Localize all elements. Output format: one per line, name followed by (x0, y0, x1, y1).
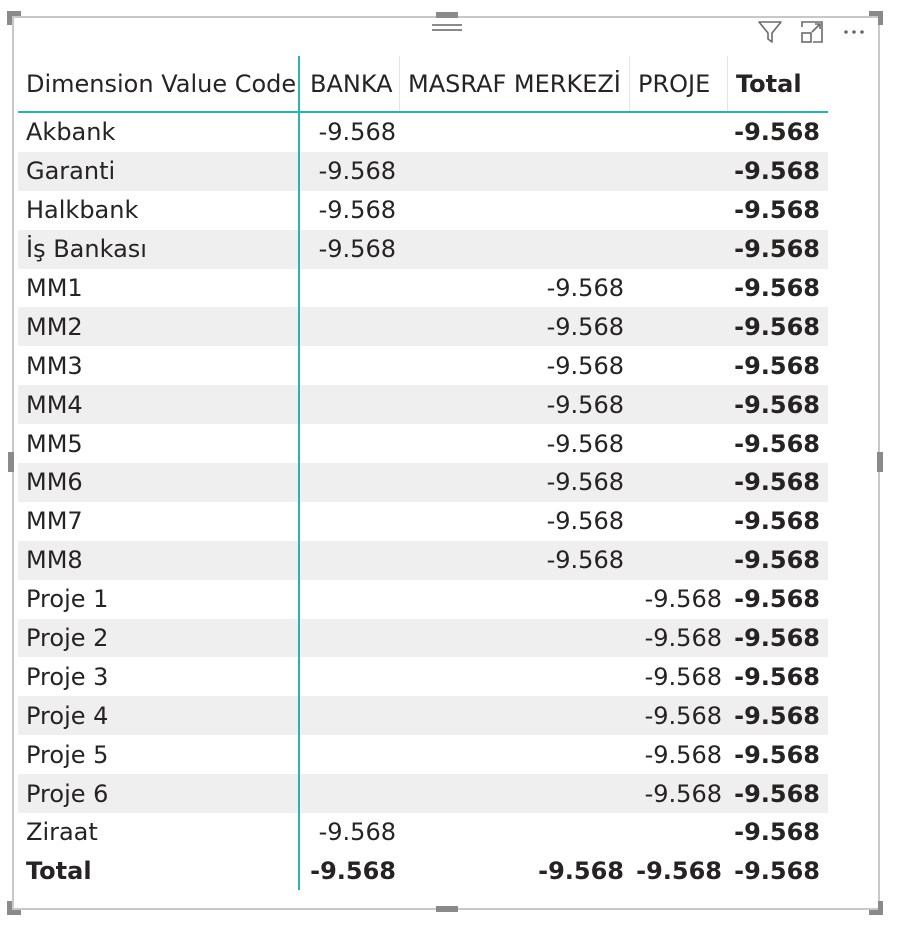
cell-proje (630, 541, 728, 580)
cell-total: -9.568 (734, 818, 820, 847)
cell-total: -9.568 (734, 740, 820, 769)
cell-proje (630, 269, 728, 308)
cell-total: -9.568 (734, 585, 820, 614)
cell-total: -9.568 (734, 546, 820, 575)
column-header-masraf-merkezi[interactable]: MASRAF MERKEZİ (400, 56, 630, 111)
row-header[interactable]: MM5 (18, 424, 300, 463)
total-value-masraf-merkezi: -9.568 (538, 856, 624, 885)
cell-masraf-merkezi: -9.568 (546, 546, 624, 575)
column-header-banka[interactable]: BANKA (300, 56, 400, 111)
cell-masraf-merkezi (400, 735, 630, 774)
resize-handle-right[interactable] (877, 452, 883, 472)
row-header[interactable]: Proje 1 (18, 580, 300, 619)
filter-icon[interactable] (756, 18, 784, 46)
row-header[interactable]: Proje 5 (18, 735, 300, 774)
cell-masraf-merkezi (400, 113, 630, 152)
cell-masraf-merkezi: -9.568 (546, 429, 624, 458)
total-value-banka: -9.568 (310, 856, 396, 885)
cell-proje: -9.568 (644, 662, 722, 691)
cell-total: -9.568 (734, 235, 820, 264)
table-row (18, 580, 828, 619)
cell-proje (630, 346, 728, 385)
row-header[interactable]: Garanti (18, 152, 300, 191)
resize-handle-bottom-left[interactable] (7, 901, 21, 915)
cell-total: -9.568 (734, 662, 820, 691)
cell-total: -9.568 (734, 196, 820, 225)
cell-banka (300, 424, 400, 463)
row-header[interactable]: Ziraat (18, 813, 300, 852)
cell-banka (300, 541, 400, 580)
table-row (18, 191, 828, 230)
cell-total: -9.568 (734, 429, 820, 458)
cell-banka: -9.568 (318, 118, 396, 147)
cell-total: -9.568 (734, 118, 820, 147)
drag-grip-icon[interactable] (432, 24, 462, 38)
cell-banka (300, 502, 400, 541)
total-value-proje: -9.568 (636, 856, 722, 885)
column-header-dimension[interactable]: Dimension Value Code (18, 56, 300, 111)
row-header[interactable]: Halkbank (18, 191, 300, 230)
row-header[interactable]: Proje 2 (18, 619, 300, 658)
cell-masraf-merkezi: -9.568 (546, 274, 624, 302)
cell-banka (300, 580, 400, 619)
cell-total: -9.568 (734, 351, 820, 380)
cell-proje (630, 813, 728, 852)
cell-masraf-merkezi (400, 774, 630, 813)
table-row (18, 113, 828, 152)
table-row (18, 424, 828, 463)
cell-masraf-merkezi (400, 580, 630, 619)
table-row (18, 813, 828, 852)
cell-total: -9.568 (734, 157, 820, 186)
cell-proje (630, 502, 728, 541)
table-row (18, 152, 828, 191)
matrix-table (18, 56, 828, 890)
cell-total: -9.568 (734, 390, 820, 419)
table-row (18, 502, 828, 541)
cell-masraf-merkezi (400, 230, 630, 269)
cell-banka (300, 774, 400, 813)
cell-proje (630, 385, 728, 424)
cell-proje: -9.568 (644, 585, 722, 614)
cell-proje (630, 113, 728, 152)
column-header-row (18, 56, 828, 113)
cell-banka: -9.568 (318, 818, 396, 847)
cell-total: -9.568 (734, 312, 820, 341)
table-row (18, 696, 828, 735)
cell-masraf-merkezi: -9.568 (546, 390, 624, 419)
cell-banka (300, 346, 400, 385)
cell-total: -9.568 (734, 507, 820, 536)
row-header[interactable]: MM3 (18, 346, 300, 385)
cell-banka (300, 696, 400, 735)
table-row (18, 774, 828, 813)
cell-masraf-merkezi (400, 191, 630, 230)
cell-masraf-merkezi: -9.568 (546, 312, 624, 341)
resize-handle-top-left[interactable] (7, 11, 21, 25)
cell-proje (630, 230, 728, 269)
cell-proje (630, 463, 728, 502)
resize-handle-top-right[interactable] (869, 11, 883, 25)
table-row (18, 541, 828, 580)
table-row (18, 657, 828, 696)
cell-masraf-merkezi (400, 657, 630, 696)
cell-banka (300, 657, 400, 696)
cell-proje: -9.568 (644, 740, 722, 769)
cell-banka (300, 463, 400, 502)
cell-banka: -9.568 (318, 196, 396, 225)
table-row (18, 463, 828, 502)
cell-total: -9.568 (734, 779, 820, 808)
column-header-proje[interactable]: PROJE (630, 56, 728, 111)
column-header-total[interactable]: Total (736, 69, 802, 98)
cell-proje: -9.568 (644, 624, 722, 653)
cell-proje: -9.568 (644, 779, 722, 808)
resize-handle-bottom[interactable] (436, 906, 458, 912)
cell-masraf-merkezi (400, 696, 630, 735)
cell-banka (300, 269, 400, 308)
resize-handle-left[interactable] (8, 452, 14, 472)
row-header[interactable]: MM2 (18, 307, 300, 346)
cell-total: -9.568 (734, 701, 820, 730)
cell-banka (300, 735, 400, 774)
row-header[interactable]: Akbank (18, 113, 300, 152)
row-header[interactable]: Proje 3 (18, 657, 300, 696)
table-row (18, 307, 828, 346)
cell-banka: -9.568 (318, 235, 396, 264)
total-value-grand: -9.568 (734, 856, 820, 885)
cell-banka (300, 385, 400, 424)
row-header[interactable]: MM8 (18, 541, 300, 580)
matrix-body (18, 113, 828, 852)
cell-masraf-merkezi: -9.568 (546, 507, 624, 536)
row-header[interactable]: MM4 (18, 385, 300, 424)
cell-proje (630, 191, 728, 230)
cell-masraf-merkezi: -9.568 (546, 351, 624, 380)
cell-masraf-merkezi (400, 152, 630, 191)
total-label: Total (18, 852, 300, 890)
row-header[interactable]: İş Bankası (18, 230, 300, 269)
row-header[interactable]: MM7 (18, 502, 300, 541)
visual-header-toolbar (756, 18, 868, 46)
table-row (18, 346, 828, 385)
row-header[interactable]: Proje 6 (18, 774, 300, 813)
row-header[interactable]: MM1 (18, 269, 300, 308)
cell-proje: -9.568 (644, 701, 722, 730)
total-row (18, 852, 828, 890)
cell-proje (630, 307, 728, 346)
cell-banka: -9.568 (318, 157, 396, 186)
more-options-icon[interactable] (840, 18, 868, 46)
cell-masraf-merkezi: -9.568 (546, 468, 624, 497)
resize-handle-top[interactable] (436, 12, 458, 18)
table-row (18, 385, 828, 424)
cell-total: -9.568 (734, 274, 820, 302)
cell-masraf-merkezi (400, 813, 630, 852)
cell-proje (630, 424, 728, 463)
table-row (18, 735, 828, 774)
cell-banka (300, 307, 400, 346)
cell-total: -9.568 (734, 624, 820, 653)
cell-banka (300, 619, 400, 658)
cell-total: -9.568 (734, 468, 820, 497)
resize-handle-bottom-right[interactable] (869, 901, 883, 915)
row-header[interactable]: Proje 4 (18, 696, 300, 735)
cell-masraf-merkezi (400, 619, 630, 658)
row-header[interactable]: MM6 (18, 463, 300, 502)
focus-mode-icon[interactable] (798, 18, 826, 46)
table-row (18, 269, 828, 308)
cell-proje (630, 152, 728, 191)
table-row (18, 619, 828, 658)
table-row (18, 230, 828, 269)
